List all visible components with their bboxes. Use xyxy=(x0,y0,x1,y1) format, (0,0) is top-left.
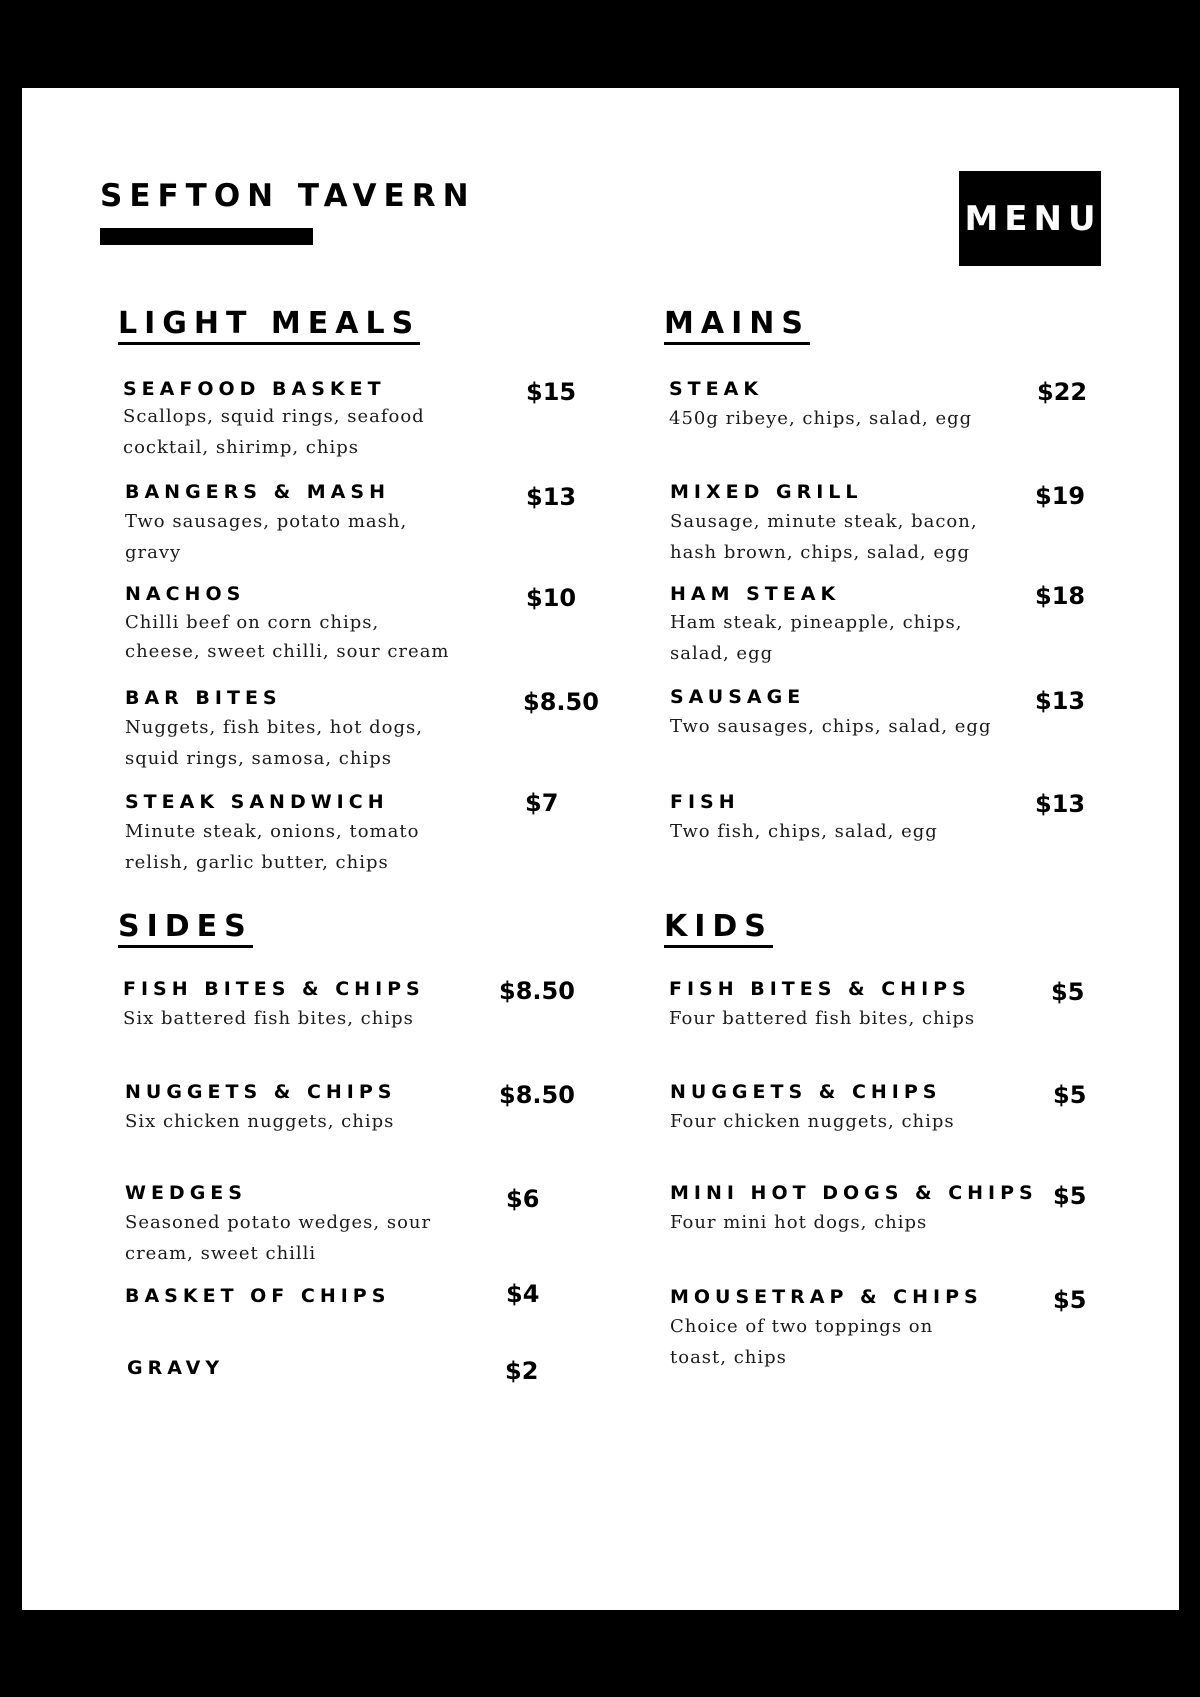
item-name: SEAFOOD BASKET xyxy=(123,378,386,400)
item-description: Minute steak, onions, tomato xyxy=(125,821,420,842)
item-price: $13 xyxy=(526,483,577,511)
item-description: cream, sweet chilli xyxy=(125,1243,317,1264)
item-price: $8.50 xyxy=(523,688,599,716)
item-description: Four chicken nuggets, chips xyxy=(670,1111,955,1132)
item-price: $5 xyxy=(1053,1286,1087,1314)
item-description: cocktail, shirimp, chips xyxy=(123,437,360,458)
item-price: $5 xyxy=(1053,1081,1087,1109)
item-price: $7 xyxy=(525,789,559,817)
item-description: Sausage, minute steak, bacon, xyxy=(670,511,978,532)
item-name: BASKET OF CHIPS xyxy=(125,1285,391,1307)
section-title-kids: KIDS xyxy=(664,909,773,948)
item-description: Four mini hot dogs, chips xyxy=(670,1212,928,1233)
item-name: MINI HOT DOGS & CHIPS xyxy=(670,1182,1038,1204)
item-description: Two sausages, potato mash, xyxy=(125,511,408,532)
item-name: STEAK xyxy=(669,378,764,400)
item-description: Ham steak, pineapple, chips, xyxy=(670,612,963,633)
item-price: $5 xyxy=(1051,978,1085,1006)
item-description: squid rings, samosa, chips xyxy=(125,748,392,769)
item-price: $15 xyxy=(526,378,577,406)
item-name: STEAK SANDWICH xyxy=(125,791,389,813)
item-description: hash brown, chips, salad, egg xyxy=(670,542,971,563)
item-name: FISH xyxy=(670,791,740,813)
restaurant-name: SEFTON TAVERN xyxy=(100,178,476,214)
section-title-sides: SIDES xyxy=(118,909,253,948)
section-title-mains: MAINS xyxy=(664,306,810,345)
item-price: $6 xyxy=(506,1185,540,1213)
item-description: Chilli beef on corn chips, xyxy=(125,612,380,633)
item-name: NACHOS xyxy=(125,583,246,605)
item-price: $4 xyxy=(506,1280,540,1308)
menu-badge: MENU xyxy=(959,171,1101,266)
item-name: FISH BITES & CHIPS xyxy=(669,978,971,1000)
item-description: Nuggets, fish bites, hot dogs, xyxy=(125,717,423,738)
item-description: Six battered fish bites, chips xyxy=(123,1008,414,1029)
item-name: HAM STEAK xyxy=(670,583,841,605)
item-name: SAUSAGE xyxy=(670,686,806,708)
item-name: GRAVY xyxy=(127,1357,225,1379)
item-price: $13 xyxy=(1035,790,1086,818)
item-description: relish, garlic butter, chips xyxy=(125,852,389,873)
item-description: gravy xyxy=(125,542,182,563)
item-price: $18 xyxy=(1035,582,1086,610)
item-description: Two sausages, chips, salad, egg xyxy=(670,716,992,737)
item-price: $19 xyxy=(1035,482,1086,510)
item-price: $8.50 xyxy=(499,977,575,1005)
item-name: NUGGETS & CHIPS xyxy=(125,1081,397,1103)
item-name: NUGGETS & CHIPS xyxy=(670,1081,942,1103)
item-name: FISH BITES & CHIPS xyxy=(123,978,425,1000)
item-description: Two fish, chips, salad, egg xyxy=(670,821,938,842)
item-price: $13 xyxy=(1035,687,1086,715)
item-price: $8.50 xyxy=(499,1081,575,1109)
section-title-light-meals: LIGHT MEALS xyxy=(118,306,420,345)
item-description: Six chicken nuggets, chips xyxy=(125,1111,395,1132)
item-description: 450g ribeye, chips, salad, egg xyxy=(669,408,973,429)
item-description: Scallops, squid rings, seafood xyxy=(123,406,425,427)
title-underline-bar xyxy=(100,228,313,245)
item-name: MOUSETRAP & CHIPS xyxy=(670,1286,983,1308)
item-name: BANGERS & MASH xyxy=(125,481,390,503)
item-price: $10 xyxy=(526,584,577,612)
item-description: salad, egg xyxy=(670,643,774,664)
item-price: $2 xyxy=(505,1357,539,1385)
item-description: Seasoned potato wedges, sour xyxy=(125,1212,432,1233)
item-description: cheese, sweet chilli, sour cream xyxy=(125,641,450,662)
item-price: $5 xyxy=(1053,1182,1087,1210)
item-description: toast, chips xyxy=(670,1347,787,1368)
item-name: MIXED GRILL xyxy=(670,481,863,503)
item-name: BAR BITES xyxy=(125,687,282,709)
item-description: Four battered fish bites, chips xyxy=(669,1008,976,1029)
item-name: WEDGES xyxy=(125,1182,247,1204)
item-price: $22 xyxy=(1037,378,1088,406)
item-description: Choice of two toppings on xyxy=(670,1316,934,1337)
